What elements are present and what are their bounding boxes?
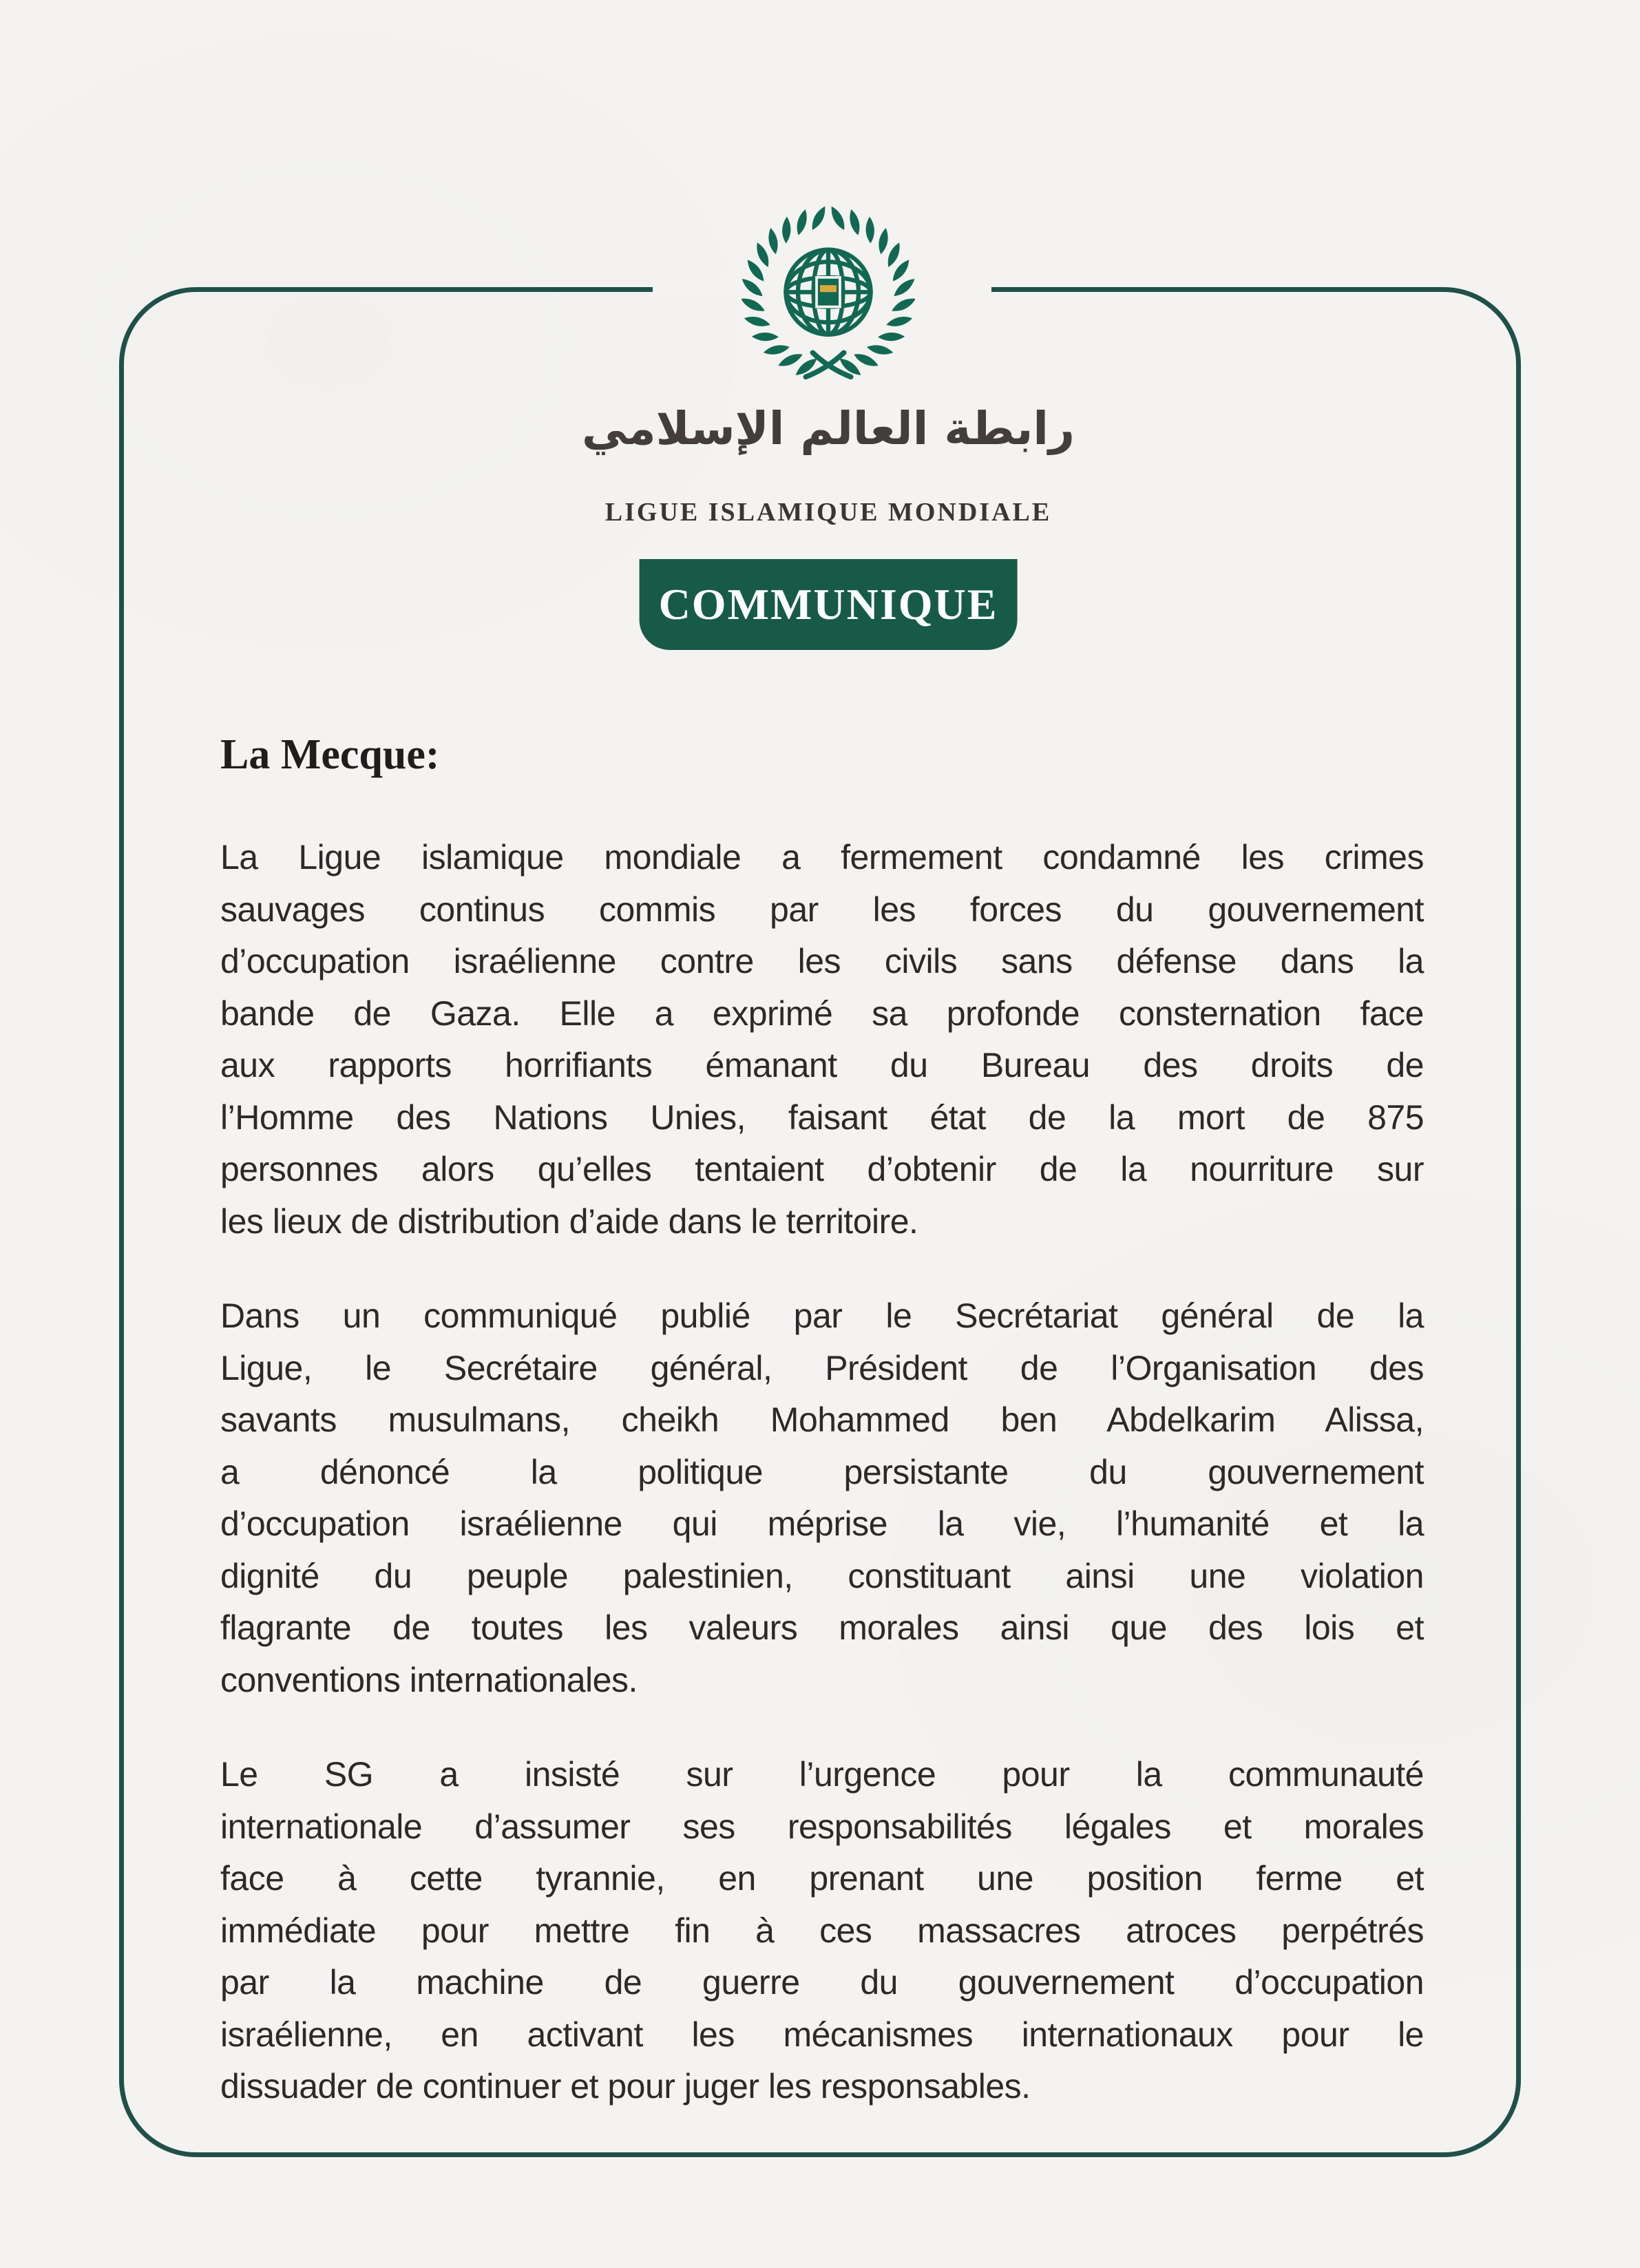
text-line: internationale d’assumer ses responsabilités légales et morales [220,1807,1424,1846]
text-line: israélienne, en activant les mécanismes internationaux pour le [220,2015,1424,2054]
dateline-heading: La Mecque: [220,731,440,778]
text-line: Le SG a insisté sur l’urgence pour la communauté [220,1755,1424,1794]
text-line: savants musulmans, cheikh Mohammed ben Abdelkarim Alissa, [220,1400,1424,1439]
text-line: par la machine de guerre du gouvernement d’occupation [220,1963,1424,2002]
text-line: conventions internationales. [220,1660,638,1699]
text-line: dignité du peuple palestinien, constituant ainsi une violation [220,1556,1424,1595]
text-line: l’Homme des Nations Unies, faisant état de la mort de 875 [220,1098,1424,1137]
wreath-globe-kaaba-emblem-icon [742,204,915,386]
paragraph [220,1290,1424,1706]
text-line: a dénoncé la politique persistante du gouvernement [220,1452,1424,1491]
communique-banner-label: COMMUNIQUE [658,580,998,629]
text-line: sauvages continus commis par les forces du gouvernement [220,890,1424,929]
text-line: les lieux de distribution d’aide dans le territoire. [220,1201,918,1241]
paragraph [220,1749,1424,2113]
text-line: aux rapports horrifiants émanant du Bureau des droits de [220,1046,1424,1084]
text-line: Ligue, le Secrétaire général, Président de l’Organisation des [220,1348,1424,1387]
document-body [220,730,1424,2113]
text-line: d’occupation israélienne qui méprise la vie, l’humanité et la [220,1504,1424,1543]
paragraphs [220,832,1424,2113]
text-line: La Ligue islamique mondiale a fermement condamné les crimes [220,838,1424,876]
arabic-calligraphy-title: رابطة العالم الإسلامي [581,402,1075,455]
communique-banner [640,559,1018,650]
text-line: bande de Gaza. Elle a exprimé sa profonde consternation face [220,994,1424,1033]
text-line: flagrante de toutes les valeurs morales ainsi que des lois et [220,1608,1424,1647]
org-name: LIGUE ISLAMIQUE MONDIALE [605,498,1052,527]
text-line: dissuader de continuer et pour juger les responsables. [220,2067,1031,2106]
kaaba-icon [817,277,840,307]
text-line: personnes alors qu’elles tentaient d’obtenir de la nourriture sur [220,1150,1424,1188]
text-line: Dans un communiqué publié par le Secrétariat général de la [220,1296,1424,1335]
text-line: face à cette tyrannie, en prenant une position ferme et [220,1859,1424,1898]
text-line: immédiate pour mettre fin à ces massacres atroces perpétrés [220,1911,1424,1950]
text-line: d’occupation israélienne contre les civils sans défense dans la [220,942,1424,980]
paragraph [220,832,1424,1248]
